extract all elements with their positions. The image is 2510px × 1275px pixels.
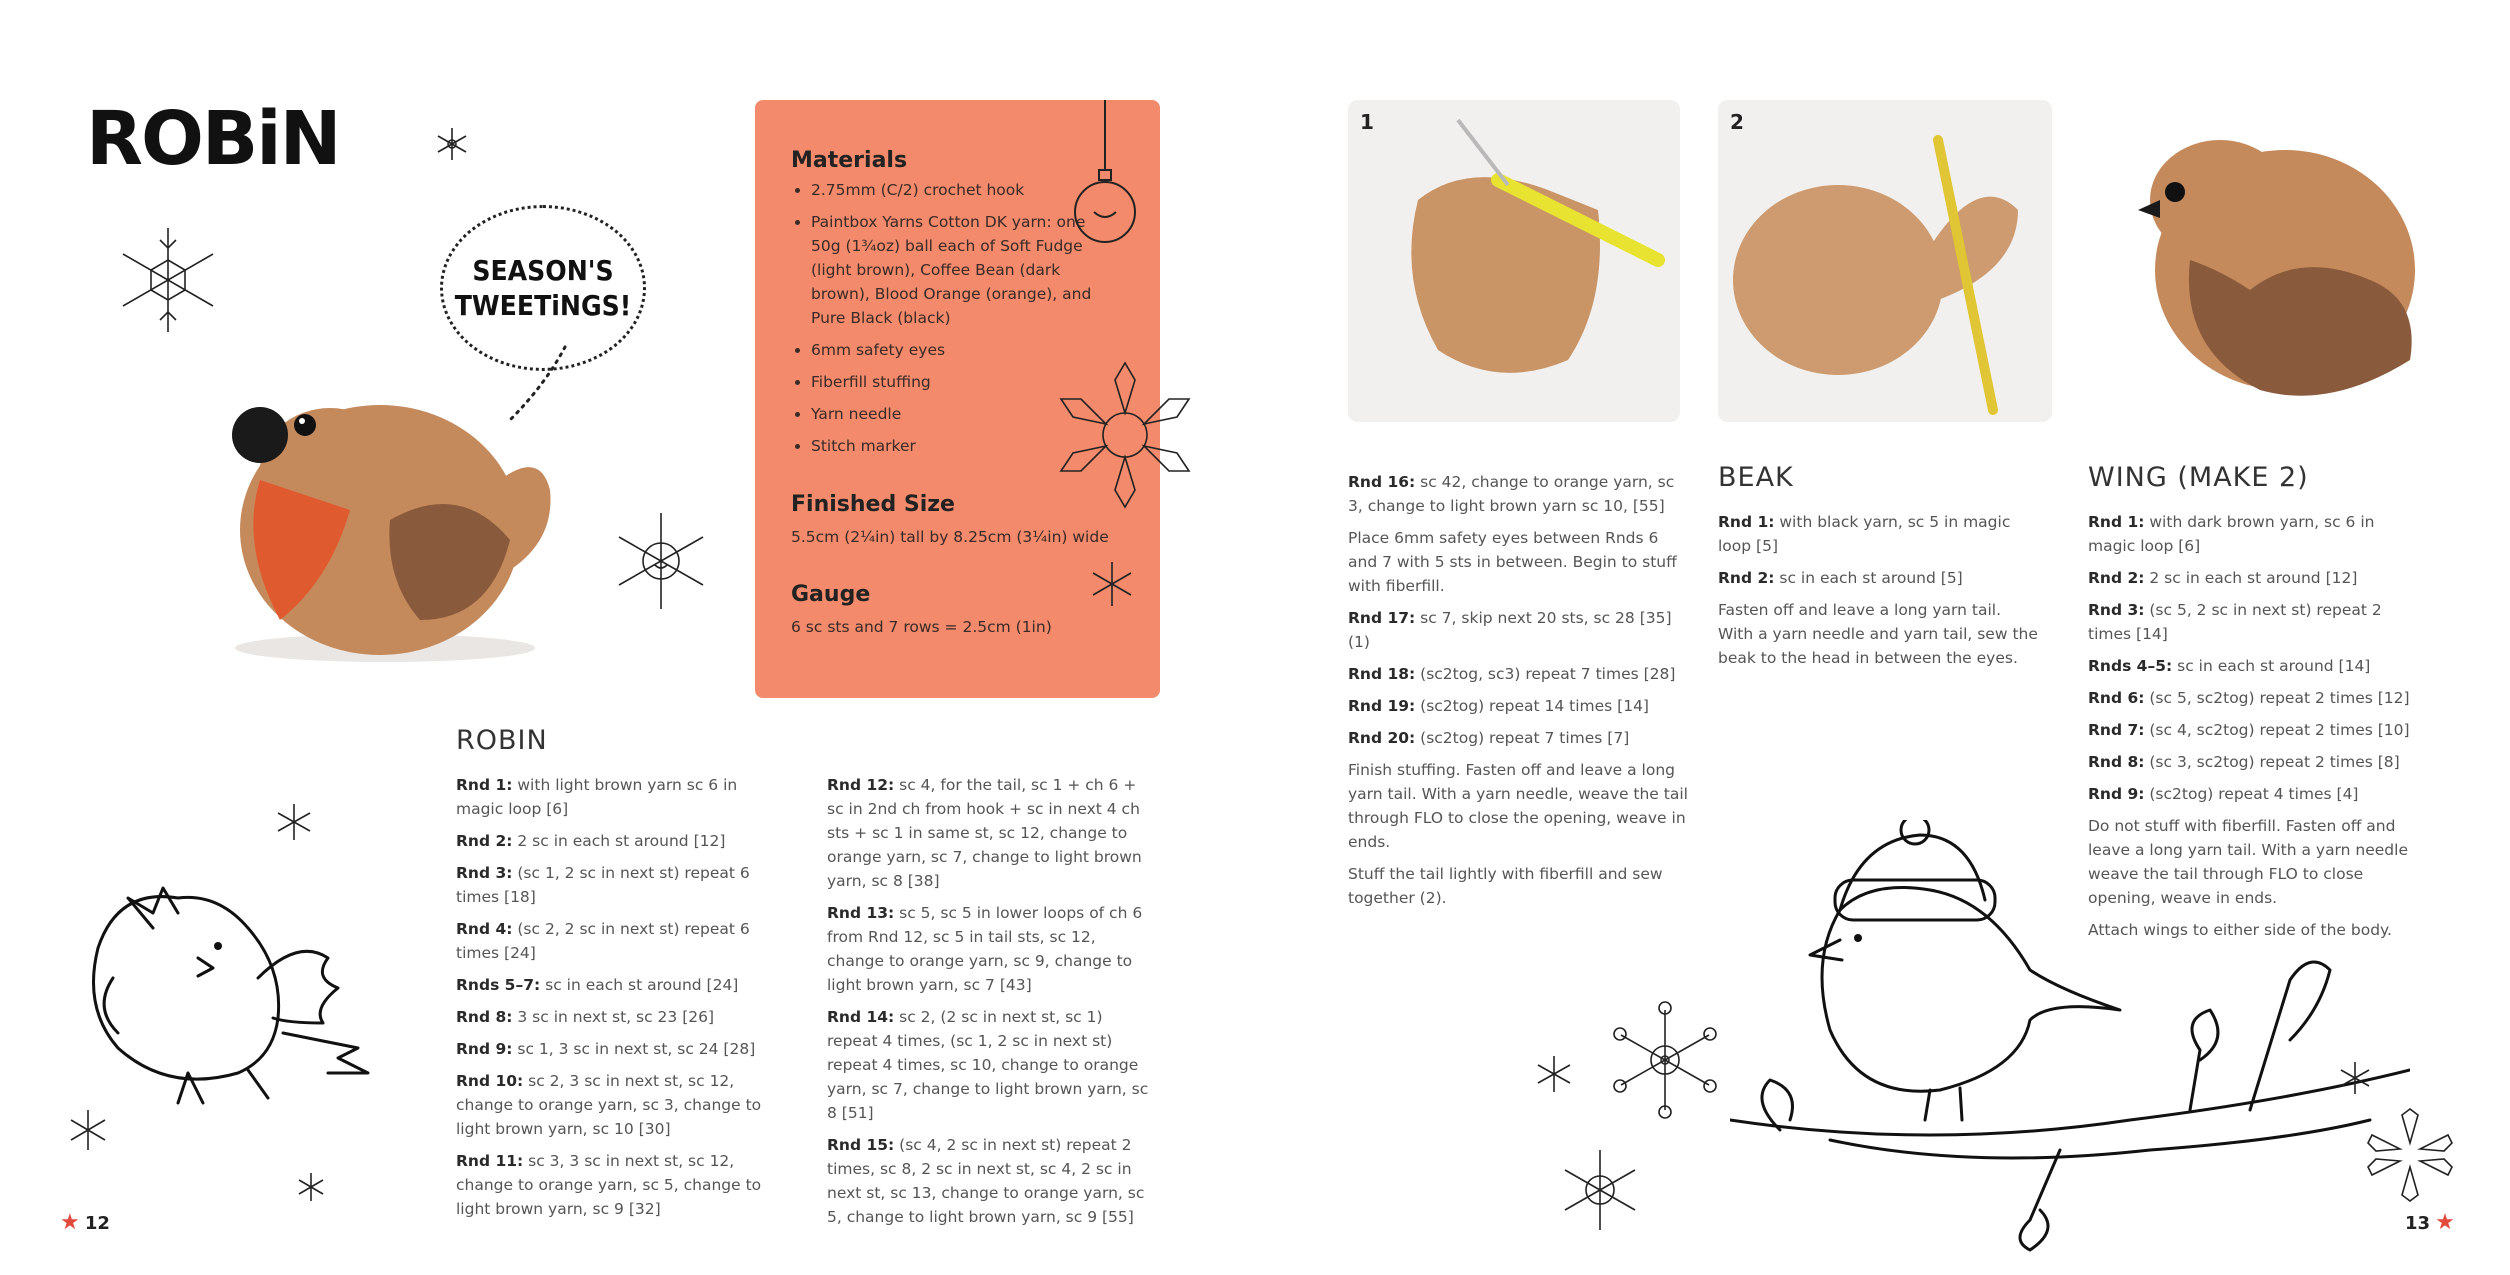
instruction-step [2088, 782, 2418, 806]
snowflake-icon [2360, 1105, 2460, 1205]
step-label: Rnd 8: [456, 1008, 513, 1026]
snowflake-icon [606, 506, 716, 616]
wing-heading: WING (MAKE 2) [2088, 462, 2309, 493]
photo-number: 1 [1360, 110, 1374, 134]
instruction-step [827, 773, 1157, 893]
instructions-column-3 [1348, 470, 1688, 918]
finished-size-heading: Finished Size [791, 492, 955, 517]
speech-line: SEASON'S [472, 254, 614, 287]
instruction-step [1718, 566, 2038, 590]
step-label: Rnd 15: [827, 1136, 895, 1154]
instructions-column-1 [456, 773, 786, 1229]
step-label: Rnd 12: [827, 776, 895, 794]
snowflake-icon [1600, 995, 1730, 1125]
step-label: Rnd 6: [2088, 689, 2145, 707]
step-text: (sc 4, 2 sc in next st) repeat 2 times, sc 8, 2 sc in next st, sc 4, 2 sc in next st, sc 13, change to orange yarn, sc 5, change to light brown yarn, sc 9 [55] [827, 1136, 1145, 1226]
step-text: (sc 3, sc2tog) repeat 2 times [8] [2144, 753, 2400, 771]
page-number: 13 [2405, 1213, 2431, 1234]
beak-instructions [1718, 510, 2038, 678]
step-text: 2 sc in each st around [12] [2144, 569, 2358, 587]
crochet-body-photo [1348, 100, 1680, 422]
step-text: Fasten off and leave a long yarn tail. With a yarn needle and yarn tail, sew the beak to the head in between the eyes. [1718, 601, 2038, 667]
step-label: Rnd 18: [1348, 665, 1416, 683]
instruction-step [2088, 718, 2418, 742]
step-text: sc 4, for the tail, sc 1 + ch 6 + sc in 2nd ch from hook + sc in next 4 ch sts + sc 1 in same st, sc 12, change to orange yarn, sc 7, change to light brown yarn, sc 8 [38] [827, 776, 1142, 890]
step-text: sc 2, 3 sc in next st, sc 12, change to orange yarn, sc 3, change to light brown yarn, sc 10 [30] [456, 1072, 762, 1138]
instruction-step [1348, 526, 1688, 598]
step-label: Rnd 10: [456, 1072, 524, 1090]
page-number: 12 [84, 1213, 110, 1234]
step-label: Rnd 4: [456, 920, 513, 938]
step-text: sc 3, 3 sc in next st, sc 12, change to orange yarn, sc 5, change to light brown yarn, sc 9 [32] [456, 1152, 762, 1218]
robin-heading: ROBIN [456, 725, 548, 756]
step-label: Rnd 17: [1348, 609, 1416, 627]
instruction-step [2088, 654, 2418, 678]
instruction-step [456, 1005, 786, 1029]
step-label: Rnd 13: [827, 904, 895, 922]
step-text: Attach wings to either side of the body. [2088, 921, 2392, 939]
step-text: 3 sc in next st, sc 23 [26] [512, 1008, 715, 1026]
snowflake-icon [2335, 1058, 2375, 1098]
instruction-step [456, 1069, 786, 1141]
step-text: (sc 4, sc2tog) repeat 2 times [10] [2144, 721, 2410, 739]
step-text: sc 1, 3 sc in next st, sc 24 [28] [512, 1040, 756, 1058]
snowflake-icon [1532, 1052, 1576, 1096]
step-text: (sc 1, 2 sc in next st) repeat 6 times [18] [456, 864, 750, 906]
instruction-step [2088, 686, 2418, 710]
instruction-step [1348, 470, 1688, 518]
list-item: • Fiberfill stuffing [811, 370, 1111, 394]
instruction-step [1348, 606, 1688, 654]
instruction-step [2088, 750, 2418, 774]
page-number-right [2405, 1210, 2455, 1235]
step-text: (sc2tog) repeat 14 times [14] [1415, 697, 1649, 715]
step-label: Rnd 9: [2088, 785, 2145, 803]
instruction-step [456, 917, 786, 965]
step-label: Rnd 2: [2088, 569, 2145, 587]
instruction-step [1718, 510, 2038, 558]
snowflake-icon [1045, 355, 1205, 515]
instruction-step [456, 773, 786, 821]
step-text: sc in each st around [24] [540, 976, 739, 994]
line-art-bird-on-branch-illustration [1730, 820, 2410, 1260]
step-text: Stuff the tail lightly with fiberfill and sew together (2). [1348, 865, 1663, 907]
step-text: Place 6mm safety eyes between Rnds 6 and 7 with 5 sts in between. Begin to stuff with fiberfill. [1348, 529, 1677, 595]
instructions-column-2 [827, 773, 1157, 1237]
photo-number: 2 [1730, 110, 1744, 134]
step-label: Rnd 7: [2088, 721, 2145, 739]
step-label: Rnd 20: [1348, 729, 1416, 747]
instruction-step [1348, 726, 1688, 750]
step-text: with dark brown yarn, sc 6 in magic loop [6] [2088, 513, 2375, 555]
line-art-bird-illustration [58, 858, 388, 1128]
instruction-step [2088, 566, 2418, 590]
step-text: Do not stuff with fiberfill. Fasten off and leave a long yarn tail. With a yarn needle weave the tail through FLO to close opening, weave in ends. [2088, 817, 2408, 907]
step-text: sc in each st around [14] [2172, 657, 2371, 675]
snowflake-icon [294, 1170, 328, 1204]
beak-heading: BEAK [1718, 462, 1794, 493]
finished-robin-photo [2120, 120, 2440, 420]
snowflake-icon [1085, 557, 1139, 611]
snowflake-icon [108, 220, 228, 340]
instruction-step [827, 1005, 1157, 1125]
list-item: • Paintbox Yarns Cotton DK yarn: one 50g (1¾oz) ball each of Soft Fudge (light brown), Coffee Bean (dark brown), Blood Orange (orange), and Pure Black (black) [811, 210, 1111, 330]
step-label: Rnd 3: [2088, 601, 2145, 619]
instruction-step [1348, 662, 1688, 686]
materials-heading: Materials [791, 148, 908, 173]
step-label: Rnd 2: [456, 832, 513, 850]
snowflake-icon [272, 800, 316, 844]
step-label: Rnds 4–5: [2088, 657, 2173, 675]
step-text: sc in each st around [5] [1774, 569, 1963, 587]
list-item: • Stitch marker [811, 434, 1111, 458]
step-text: sc 2, (2 sc in next st, sc 1) repeat 4 times, (sc 1, 2 sc in next st) repeat 4 times, sc 10, change to orange yarn, sc 7, change to light brown yarn, sc 8 [51] [827, 1008, 1149, 1122]
instruction-step [827, 1133, 1157, 1229]
instruction-step [827, 901, 1157, 997]
step-text: sc 7, skip next 20 sts, sc 28 [35] (1) [1348, 609, 1672, 651]
step-label: Rnds 5–7: [456, 976, 541, 994]
step-text: (sc 2, 2 sc in next st) repeat 6 times [24] [456, 920, 750, 962]
finished-size-text: 5.5cm (2¼in) tall by 8.25cm (3¼in) wide [791, 528, 1109, 546]
step-label: Rnd 19: [1348, 697, 1416, 715]
step-label: Rnd 1: [456, 776, 513, 794]
instruction-step [456, 861, 786, 909]
list-item: • Yarn needle [811, 402, 1111, 426]
instruction-step [456, 829, 786, 853]
step-label: Rnd 2: [1718, 569, 1775, 587]
speech-line: TWEETiNGS! [454, 289, 632, 322]
list-item: • 2.75mm (C/2) crochet hook [811, 178, 1111, 202]
step-text: with black yarn, sc 5 in magic loop [5] [1718, 513, 2011, 555]
step-photo-1 [1348, 100, 1680, 422]
instruction-step [456, 1149, 786, 1221]
instruction-step [1718, 598, 2038, 670]
crochet-robin-photo [210, 330, 570, 670]
step-text: (sc 5, 2 sc in next st) repeat 2 times [14] [2088, 601, 2382, 643]
step-text: Finish stuffing. Fasten off and leave a long yarn tail. With a yarn needle, weave the tail through FLO to close the opening, weave in ends. [1348, 761, 1688, 851]
step-text: with light brown yarn sc 6 in magic loop [6] [456, 776, 738, 818]
step-label: Rnd 11: [456, 1152, 524, 1170]
crochet-tail-photo [1718, 100, 2052, 422]
step-photo-2 [1718, 100, 2052, 422]
step-text: sc 5, sc 5 in lower loops of ch 6 from Rnd 12, sc 5 in tail sts, sc 12, change to orange yarn, sc 9, change to light brown yarn, sc 7 [43] [827, 904, 1143, 994]
step-text: 2 sc in each st around [12] [512, 832, 726, 850]
step-label: Rnd 9: [456, 1040, 513, 1058]
step-text: (sc2tog) repeat 4 times [4] [2144, 785, 2359, 803]
snowflake-icon [432, 124, 472, 164]
star-icon: ★ [60, 1210, 80, 1235]
ornament-icon [1070, 100, 1140, 250]
instruction-step [456, 1037, 786, 1061]
gauge-text: 6 sc sts and 7 rows = 2.5cm (1in) [791, 618, 1052, 636]
step-text: (sc2tog, sc3) repeat 7 times [28] [1415, 665, 1676, 683]
step-label: Rnd 14: [827, 1008, 895, 1026]
step-label: Rnd 1: [1718, 513, 1775, 531]
gauge-heading: Gauge [791, 582, 871, 607]
list-item: • 6mm safety eyes [811, 338, 1111, 362]
instruction-step [1348, 758, 1688, 854]
step-text: sc 42, change to orange yarn, sc 3, change to light brown yarn sc 10, [55] [1348, 473, 1675, 515]
instruction-step [1348, 862, 1688, 910]
instruction-step [2088, 598, 2418, 646]
page-title: ROBiN [86, 96, 340, 182]
step-label: Rnd 16: [1348, 473, 1416, 491]
step-text: (sc2tog) repeat 7 times [7] [1415, 729, 1630, 747]
step-label: Rnd 1: [2088, 513, 2145, 531]
step-label: Rnd 3: [456, 864, 513, 882]
instruction-step [456, 973, 786, 997]
instruction-step [2088, 510, 2418, 558]
page-number-left [60, 1210, 110, 1235]
star-icon: ★ [2435, 1210, 2455, 1235]
instruction-step [1348, 694, 1688, 718]
step-label: Rnd 8: [2088, 753, 2145, 771]
snowflake-icon [1550, 1140, 1650, 1240]
step-text: (sc 5, sc2tog) repeat 2 times [12] [2144, 689, 2410, 707]
